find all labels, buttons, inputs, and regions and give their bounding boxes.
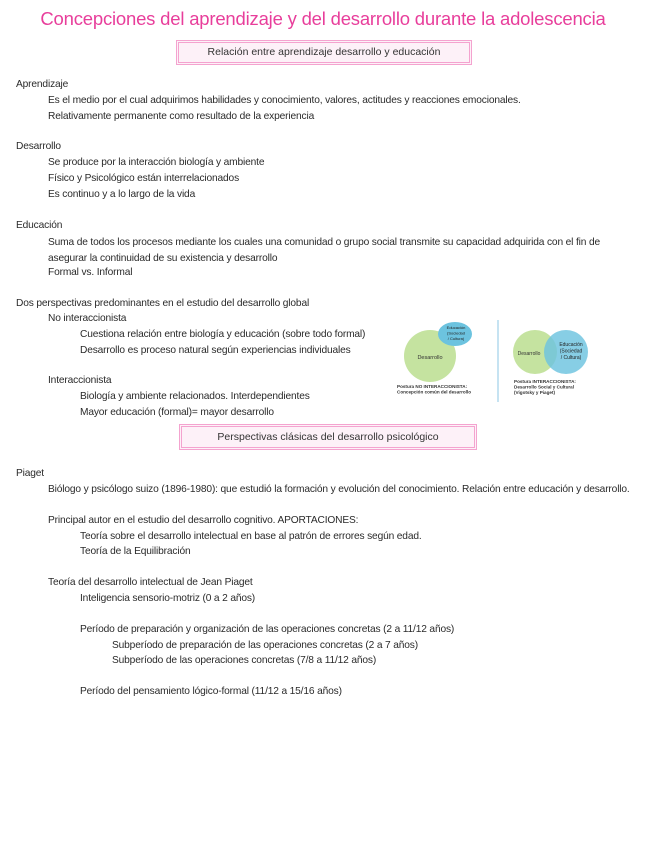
desarrollo-line: Se produce por la interacción biología y ambiente [48, 157, 265, 168]
interaccionista-caption: Postura INTERACCIONISTA: [514, 379, 576, 384]
section-header-perspectivas: Perspectivas clásicas del desarrollo psicológico [179, 424, 477, 450]
heading-piaget: Piaget [16, 468, 44, 479]
no-interaccionista-line: Desarrollo es proceso natural según experiencias individuales [80, 345, 351, 356]
aprendizaje-line: Relativamente permanente como resultado de la experiencia [48, 111, 315, 122]
piaget-preparacion: Período de preparación y organización de las operaciones concretas (2 a 11/12 años) [80, 624, 455, 635]
heading-educacion: Educación [16, 220, 63, 231]
educacion-label: / Cultura) [447, 336, 465, 341]
educacion-label: Educación [446, 325, 466, 330]
desarrollo-line: Es continuo y a lo largo de la vida [48, 189, 196, 200]
heading-perspectivas: Dos perspectivas predominantes en el estudio del desarrollo global [16, 298, 310, 309]
interaccionista-label: Interaccionista [48, 375, 112, 386]
piaget-bio: Biólogo y psicólogo suizo (1896-1980): que estudió la formación y evolución del conocimiento. Relación entre educación y desarrollo. [48, 484, 630, 495]
heading-aprendizaje: Aprendizaje [16, 79, 69, 90]
no-interaccionista-caption: Concepción común del desarrollo [397, 389, 472, 395]
interaccionista-caption: (Vigotsky y Piaget) [514, 390, 556, 395]
educacion-definition: Suma de todos los procesos mediante los cuales una comunidad o grupo social transmite su capacidad adquirida con el fin de asegurar la continuidad de su existencia y desarrollo [48, 237, 600, 264]
piaget-subperiodo: Subperíodo de las operaciones concretas (7/8 a 11/12 años) [112, 655, 377, 666]
educacion-label: / Cultura) [560, 355, 582, 361]
piaget-subperiodo: Subperíodo de preparación de las operaciones concretas (2 a 7 años) [112, 640, 418, 651]
perspectives-diagram [390, 318, 600, 404]
interaccionista-line: Biología y ambiente relacionados. Interdependientes [80, 391, 310, 402]
heading-desarrollo: Desarrollo [16, 141, 61, 152]
page-title: Concepciones del aprendizaje y del desarrollo durante la adolescencia [40, 8, 606, 29]
no-interaccionista-label: No interaccionista [48, 313, 127, 324]
piaget-aportaciones: Principal autor en el estudio del desarrollo cognitivo. APORTACIONES: [48, 515, 359, 526]
desarrollo-line: Físico y Psicológico están interrelacionados [48, 173, 240, 184]
piaget-teoria: Teoría sobre el desarrollo intelectual en base al patrón de errores según edad. [80, 531, 422, 542]
piaget-teoria-heading: Teoría del desarrollo intelectual de Jean Piaget [48, 577, 253, 588]
desarrollo-label: Desarrollo [517, 351, 541, 357]
educacion-label: (Sociedad [446, 330, 466, 336]
educacion-label: (Sociedad [559, 348, 583, 355]
piaget-teoria: Teoría de la Equilibración [80, 546, 191, 557]
educacion-formal: Formal vs. Informal [48, 267, 133, 278]
educacion-label: Educación [559, 342, 583, 348]
interaccionista-line: Mayor educación (formal)= mayor desarrollo [80, 407, 274, 418]
piaget-sensorio: Inteligencia sensorio-motriz (0 a 2 años) [80, 593, 256, 604]
piaget-formal: Período del pensamiento lógico-formal (11/12 a 15/16 años) [80, 686, 342, 697]
no-interaccionista-line: Cuestiona relación entre biología y educación (sobre todo formal) [80, 329, 366, 340]
aprendizaje-line: Es el medio por el cual adquirimos habilidades y conocimiento, valores, actitudes y reacciones emocionales. [48, 95, 521, 106]
desarrollo-label: Desarrollo [417, 355, 443, 361]
no-interaccionista-caption: Postura NO INTERACCIONISTA: [397, 384, 468, 389]
interaccionista-caption: Desarrollo Social y Cultural [514, 384, 574, 390]
section-header-relacion: Relación entre aprendizaje desarrollo y educación [176, 40, 472, 65]
